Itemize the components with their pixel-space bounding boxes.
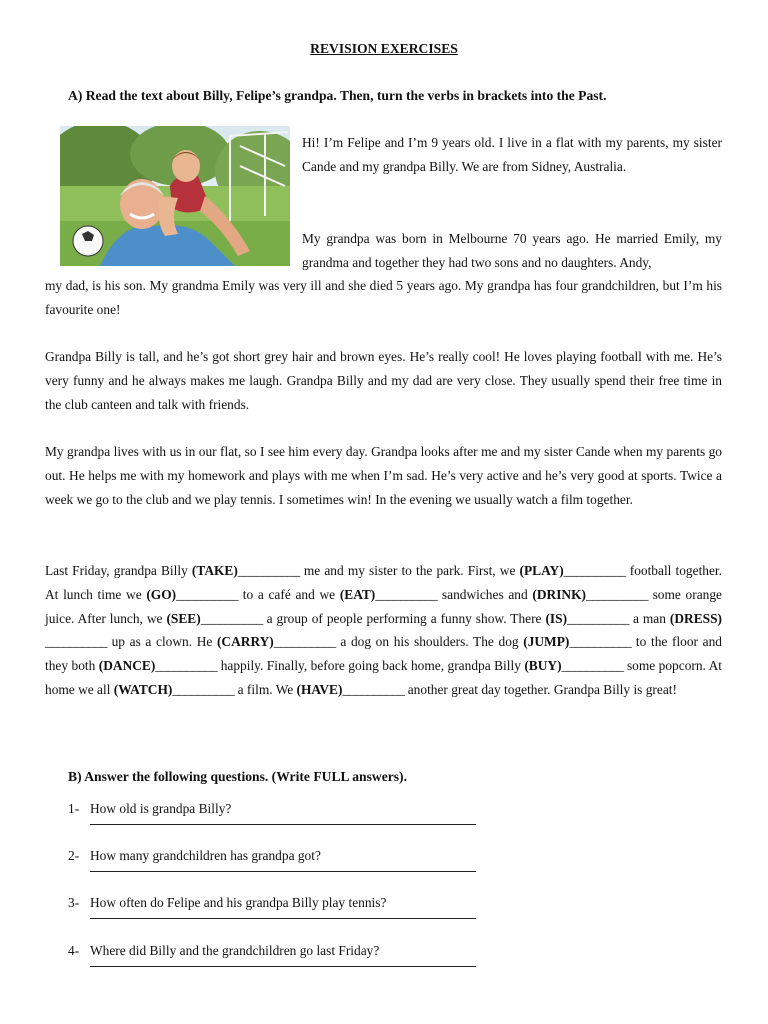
past-tense-exercise-paragraph: Last Friday, grandpa Billy (TAKE)__________ me and my sister to the park. First, we (PLAY)__________ football together. At lunch time we (GO)__________ to a café and we (EAT)__________ sandwiches and (DRINK)__________ some orange juice. After lunch, we (SEE)__________ a group of people performing a funny show. There (IS)__________ a man (DRESS)__________ up as a clown. He (CARRY)__________ a dog on his shoulders. The dog (JUMP)__________ to the floor and they both (DANCE)__________ happily. Finally, before going back home, grandpa Billy (BUY)__________ some popcorn. At home we all (WATCH)__________ a film. We (HAVE)__________ another great day together. Grandpa Billy is great! xyxy=(45,559,722,702)
answer-blank[interactable]: __________ xyxy=(45,634,107,650)
answer-blank[interactable]: __________ xyxy=(155,658,218,674)
answer-blank[interactable]: __________ xyxy=(200,610,263,626)
intro-paragraph: Hi! I’m Felipe and I’m 9 years old. I live in a flat with my parents, my sister Cande and my grandpa Billy. We are from Sidney, Australia. xyxy=(302,135,722,174)
answer-blank[interactable]: __________ xyxy=(273,634,336,650)
question-text: How many grandchildren has grandpa got? xyxy=(90,848,321,863)
verb-prompt: (BUY) xyxy=(524,658,562,674)
question-number: 1- xyxy=(68,801,80,816)
grandpa-description-paragraph: Grandpa Billy is tall, and he’s got short grey hair and brown eyes. He’s really cool! He loves playing football with me. He’s very funny and he always makes me laugh. Grandpa Billy and my dad are very close. They usually spend their free time in the club canteen and talk with friends. xyxy=(45,349,722,412)
question-number: 3- xyxy=(68,895,80,910)
answer-blank[interactable]: __________ xyxy=(342,681,405,697)
answer-line[interactable] xyxy=(90,871,476,872)
verb-prompt: (IS) xyxy=(545,610,568,626)
question-text: How often do Felipe and his grandpa Billy play tennis? xyxy=(90,895,387,910)
verb-prompt: (DRINK) xyxy=(532,586,586,602)
verb-prompt: (JUMP) xyxy=(523,634,570,650)
section-a-heading: A) Read the text about Billy, Felipe’s grandpa. Then, turn the verbs in brackets into the Past. xyxy=(68,88,607,103)
answer-line[interactable] xyxy=(90,966,476,967)
verb-prompt: (TAKE) xyxy=(191,563,238,578)
answer-blank[interactable]: __________ xyxy=(585,586,648,602)
verb-prompt: (GO) xyxy=(146,586,177,602)
answer-blank[interactable]: __________ xyxy=(176,586,239,602)
answer-line[interactable] xyxy=(90,824,476,825)
answer-blank[interactable]: __________ xyxy=(569,634,632,650)
answer-blank[interactable]: __________ xyxy=(375,586,438,602)
answer-blank[interactable]: __________ xyxy=(561,658,624,674)
daily-life-paragraph: My grandpa lives with us in our flat, so I see him every day. Grandpa looks after me and my sister Cande when my parents go out. He helps me with my homework and plays with me when I’m sad. He’s very active and he’s very good at sports. Twice a week we go to the club and we play tennis. I sometimes win! In the evening we usually watch a film together. xyxy=(45,444,722,507)
grandpa-history-paragraph-start: My grandpa was born in Melbourne 70 years ago. He married Emily, my grandma and together they had two sons and no daughters. Andy, xyxy=(302,231,722,270)
grandpa-and-grandson-photo xyxy=(60,126,290,266)
answer-blank[interactable]: __________ xyxy=(563,563,626,578)
question-text: How old is grandpa Billy? xyxy=(90,801,232,816)
verb-prompt: (EAT) xyxy=(339,586,376,602)
answer-blank[interactable]: __________ xyxy=(567,610,629,626)
verb-prompt: (DANCE) xyxy=(98,658,156,674)
grandpa-history-paragraph-end: my dad, is his son. My grandma Emily was very ill and she died 5 years ago. My grandpa has four grandchildren, but I’m his favourite one! xyxy=(45,278,722,317)
section-b-heading: B) Answer the following questions. (Write FULL answers). xyxy=(68,769,407,784)
page-title: REVISION EXERCISES xyxy=(310,41,458,56)
answer-blank[interactable]: __________ xyxy=(237,563,300,578)
verb-prompt: (SEE) xyxy=(166,610,201,626)
verb-prompt: (DRESS) xyxy=(669,610,722,626)
verb-prompt: (CARRY) xyxy=(216,634,274,650)
question-number: 4- xyxy=(68,943,80,958)
verb-prompt: (PLAY) xyxy=(519,563,564,578)
verb-prompt: (HAVE) xyxy=(296,681,343,697)
question-text: Where did Billy and the grandchildren go last Friday? xyxy=(90,943,380,958)
question-number: 2- xyxy=(68,848,80,863)
answer-line[interactable] xyxy=(90,918,476,919)
verb-prompt: (WATCH) xyxy=(113,681,173,697)
answer-blank[interactable]: __________ xyxy=(172,681,235,697)
